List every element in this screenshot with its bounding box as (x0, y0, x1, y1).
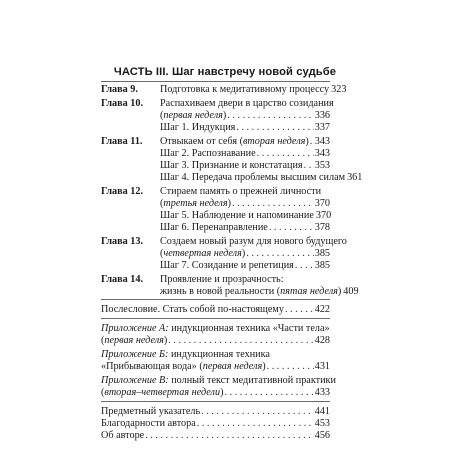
entry-title: Предметный указатель (101, 406, 201, 417)
entry-title: Шаг 4. Передача проблемы высшим силам (160, 172, 346, 183)
entry-title: (четвертая неделя) (160, 248, 246, 259)
part-heading (0, 66, 450, 78)
page-number: 431 (314, 361, 330, 372)
section-rule (101, 299, 330, 300)
leader-dots (145, 430, 314, 442)
leader-dots (267, 361, 314, 373)
entry-title: Распахиваем двери в царство созидания (160, 98, 334, 109)
section-rule (101, 318, 330, 319)
entry-title: Шаг 3. Признание и констатация (160, 160, 303, 171)
toc-entry (160, 286, 359, 298)
entry-title: Благодарности автора (101, 418, 196, 429)
leader-dots (285, 304, 314, 316)
leader-dots (227, 110, 313, 122)
chapter-number: Глава 14. (101, 274, 144, 285)
page-number: 370 (314, 198, 330, 209)
entry-title: Создаем новый разум для нового будущего (160, 236, 347, 247)
toc-entry (101, 361, 330, 373)
top-rule (101, 81, 330, 82)
toc-entry (101, 418, 330, 430)
toc-entry (160, 160, 330, 172)
entry-title: Послесловие. Стать собой по-настоящему (101, 304, 284, 315)
page-number: 428 (314, 335, 330, 346)
entry-title: Шаг 2. Распознавание (160, 148, 256, 159)
leader-dots (295, 260, 314, 272)
page-number: 378 (314, 222, 330, 233)
leader-dots (310, 136, 314, 148)
toc-entry-line (0, 198, 450, 210)
toc-entry (101, 387, 330, 399)
toc-entry-line (0, 122, 450, 134)
toc-appendix-v (0, 375, 450, 387)
toc-chapter-14 (0, 274, 450, 286)
page-number: 422 (314, 304, 330, 315)
toc-entry (160, 148, 330, 160)
toc-entry (101, 430, 330, 442)
part-label: ЧАСТЬ III. (113, 66, 169, 78)
leader-dots (257, 148, 314, 160)
page-number: 370 (315, 210, 332, 221)
entry-title: Шаг 6. Перенаправление (160, 222, 268, 233)
toc-entry-line (0, 335, 450, 347)
page-number: 323 (331, 84, 347, 95)
leader-dots (269, 222, 314, 234)
toc-entry-line (0, 260, 450, 272)
page-number: 453 (314, 418, 330, 429)
toc-entry (101, 304, 330, 316)
entry-title: Отвыкаем от себя (вторая неделя) (160, 136, 309, 147)
chapter-number: Глава 10. (101, 98, 144, 109)
entry-title: Приложение А: индукционная техника «Части тела» (101, 323, 330, 334)
toc-index (0, 406, 450, 418)
toc-acknowledgements (0, 418, 450, 430)
entry-title: Шаг 5. Наблюдение и напоминание (160, 210, 314, 221)
toc-entry-line (0, 361, 450, 373)
entry-title: Шаг 7. Созидание и репетиция (160, 260, 294, 271)
toc-entry (101, 406, 330, 418)
toc-entry-line (0, 222, 450, 234)
page-number: 361 (347, 172, 363, 183)
toc-chapter-10 (0, 98, 450, 110)
toc-afterword (0, 304, 450, 316)
toc-entry (160, 210, 330, 222)
toc-entry-line (0, 248, 450, 260)
toc-appendix-b (0, 349, 450, 361)
page-number: 336 (314, 110, 330, 121)
leader-dots (236, 122, 313, 134)
toc-chapter-11 (0, 136, 450, 148)
chapter-number: Глава 13. (101, 236, 144, 247)
toc-entry (160, 136, 330, 148)
entry-title: «Прибывающая вода» (первая неделя) (101, 361, 266, 372)
leader-dots (168, 335, 313, 347)
leader-dots (224, 387, 313, 399)
toc-entry (160, 172, 363, 184)
toc-chapter-12 (0, 186, 450, 198)
page-number: 343 (314, 136, 330, 147)
page-number: 456 (314, 430, 330, 441)
page-number: 409 (343, 286, 359, 297)
page-number: 441 (314, 406, 330, 417)
entry-title: Приложение Б: индукционная техника (101, 349, 270, 360)
entry-title: (первая неделя) (101, 335, 168, 346)
page-number: 385 (314, 248, 330, 259)
entry-title: жизнь в новой реальности (пятая неделя) (160, 286, 342, 297)
leader-dots (304, 160, 314, 172)
leader-dots (197, 418, 314, 430)
toc-chapter-13 (0, 236, 450, 248)
entry-title: Подготовка к медитативному процессу (160, 84, 330, 95)
toc-entry (160, 248, 330, 260)
toc-entry (101, 335, 330, 347)
part-name: Шаг навстречу новой судьбе (171, 66, 337, 78)
chapter-number: Глава 12. (101, 186, 144, 197)
page-number: 353 (314, 160, 330, 171)
page-number: 343 (314, 148, 330, 159)
toc-chapter-9 (0, 84, 450, 96)
entry-title: Стираем память о прежней личности (160, 186, 322, 197)
toc-entry-line (0, 286, 450, 298)
toc-entry (160, 222, 330, 234)
toc-entry (160, 122, 330, 134)
leader-dots (246, 248, 313, 260)
toc-entry-line (0, 160, 450, 172)
entry-title: (первая неделя) (160, 110, 227, 121)
entry-title: Приложение В: полный текст медитативной практики (101, 375, 336, 386)
toc-entry (160, 260, 330, 272)
leader-dots (232, 198, 314, 210)
page-number: 433 (314, 387, 330, 398)
toc-entry-line (0, 387, 450, 399)
entry-title: Об авторе (101, 430, 145, 441)
toc-entry-line (0, 210, 450, 222)
toc-appendix-a (0, 323, 450, 335)
toc-entry-line (0, 110, 450, 122)
entry-title: Проявление и прозрачность: (160, 274, 284, 285)
toc-about-author (0, 430, 450, 442)
entry-title: (вторая–четвертая недели) (101, 387, 224, 398)
page-number: 385 (314, 260, 330, 271)
entry-title: (третья неделя) (160, 198, 231, 209)
toc-entry (160, 84, 347, 96)
toc-entry (160, 110, 330, 122)
page-number: 337 (314, 122, 330, 133)
section-rule (101, 401, 330, 402)
chapter-number: Глава 11. (101, 136, 143, 147)
toc-entry (160, 198, 330, 210)
entry-title: Шаг 1. Индукция (160, 122, 236, 133)
toc-entry-line (0, 172, 450, 184)
toc-entry-line (0, 148, 450, 160)
leader-dots (201, 406, 314, 418)
chapter-number: Глава 9. (101, 84, 138, 95)
